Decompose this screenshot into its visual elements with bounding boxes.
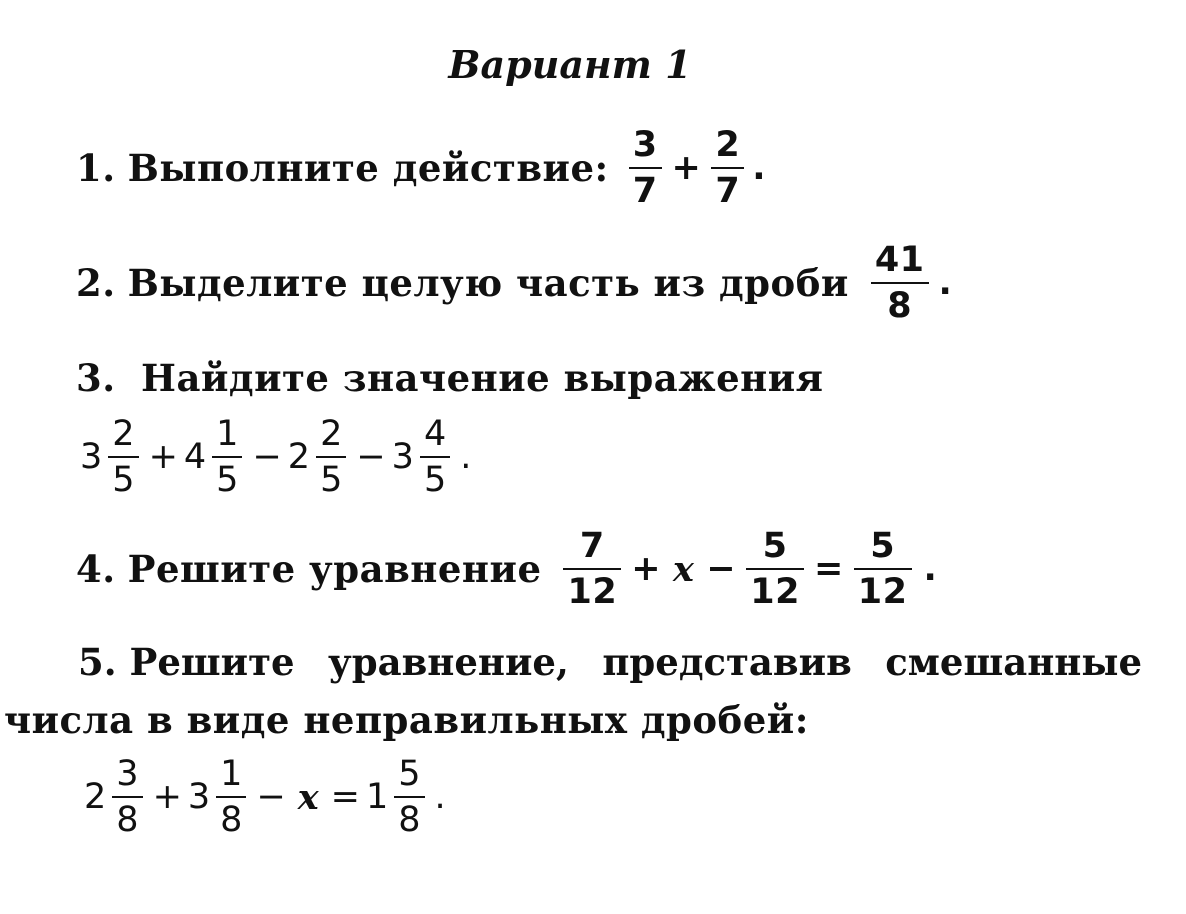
numerator: 3 [116,754,139,794]
fraction [746,524,804,614]
denominator: 8 [220,800,243,840]
whole-part: 3 [391,436,414,477]
task-5-word: представив [602,640,852,684]
numerator: 4 [423,414,447,454]
fraction [108,412,138,502]
task-5-word: уравнение, [328,640,569,684]
page-title: Вариант 1 [448,42,692,87]
denominator: 5 [320,460,343,500]
denominator: 7 [632,171,658,211]
denominator: 12 [857,572,908,612]
task-1-text: Выполните действие: [127,146,609,190]
denominator: 7 [715,171,741,211]
whole-part: 4 [183,436,207,477]
task-2-text: Выделите целую часть из дроби [127,261,849,305]
operator: + [148,436,178,477]
whole-part: 3 [187,776,211,817]
task-4-text: Решите уравнение [127,547,542,591]
task-5-word [78,640,295,684]
task-3-expression [80,412,471,502]
numerator: 41 [874,240,925,280]
task-5-line-1 [78,640,1142,684]
fraction [112,752,142,842]
numerator: 1 [216,414,239,454]
fraction [394,752,424,842]
period: . [923,548,938,589]
operator: − [256,776,286,817]
denominator: 8 [398,800,421,840]
variable: x [297,776,319,818]
denominator: 8 [116,800,139,840]
equals-sign: = [813,548,844,589]
task-3-number: 3. [76,356,116,400]
whole-part: 3 [80,436,103,477]
fraction [871,238,929,328]
fraction [420,412,450,502]
denominator: 8 [887,286,913,326]
period: . [752,147,767,188]
operator: + [631,548,662,589]
period: . [460,436,472,477]
task-4-number: 4. [76,547,116,591]
numerator: 5 [870,526,896,566]
task-1-expression [625,123,766,213]
numerator: 7 [579,526,605,566]
task-4 [76,524,937,614]
task-5-expression [84,752,446,842]
fraction [212,412,242,502]
operator: − [252,436,282,477]
whole-part: 2 [84,776,107,817]
fraction [316,412,346,502]
task-4-expression [559,524,937,614]
denominator: 5 [423,460,447,500]
period: . [938,262,953,303]
fraction [629,123,662,213]
operator: − [356,436,386,477]
equals-sign: = [330,776,360,817]
task-5-line-2: числа в виде неправильных дробей: [4,698,809,742]
numerator: 2 [320,414,343,454]
period: . [434,776,446,817]
fraction [854,524,912,614]
task-2-number: 2. [76,261,116,305]
numerator: 5 [398,754,421,794]
task-2-expression [867,238,953,328]
denominator: 12 [750,572,800,612]
numerator: 3 [632,125,658,165]
operator: + [152,776,182,817]
numerator: 1 [220,754,243,794]
numerator: 2 [112,414,135,454]
denominator: 12 [567,572,618,612]
variable: x [673,548,695,590]
fraction [216,752,246,842]
denominator: 5 [216,460,239,500]
fraction [563,524,621,614]
task-1 [76,123,766,213]
operator: + [671,147,702,188]
whole-part: 1 [365,776,389,817]
task-2 [76,238,952,328]
task-5-number: 5. [78,640,117,684]
fraction [711,123,744,213]
denominator: 5 [112,460,135,500]
task-5-word: смешанные [885,640,1142,684]
numerator: 2 [715,125,741,165]
task-3 [76,356,824,400]
numerator: 5 [762,526,788,566]
task-3-text: Найдите значение выражения [141,356,824,400]
operator: − [706,548,737,589]
word: Решите [129,640,295,684]
task-1-number: 1. [76,146,116,190]
whole-part: 2 [287,436,311,477]
